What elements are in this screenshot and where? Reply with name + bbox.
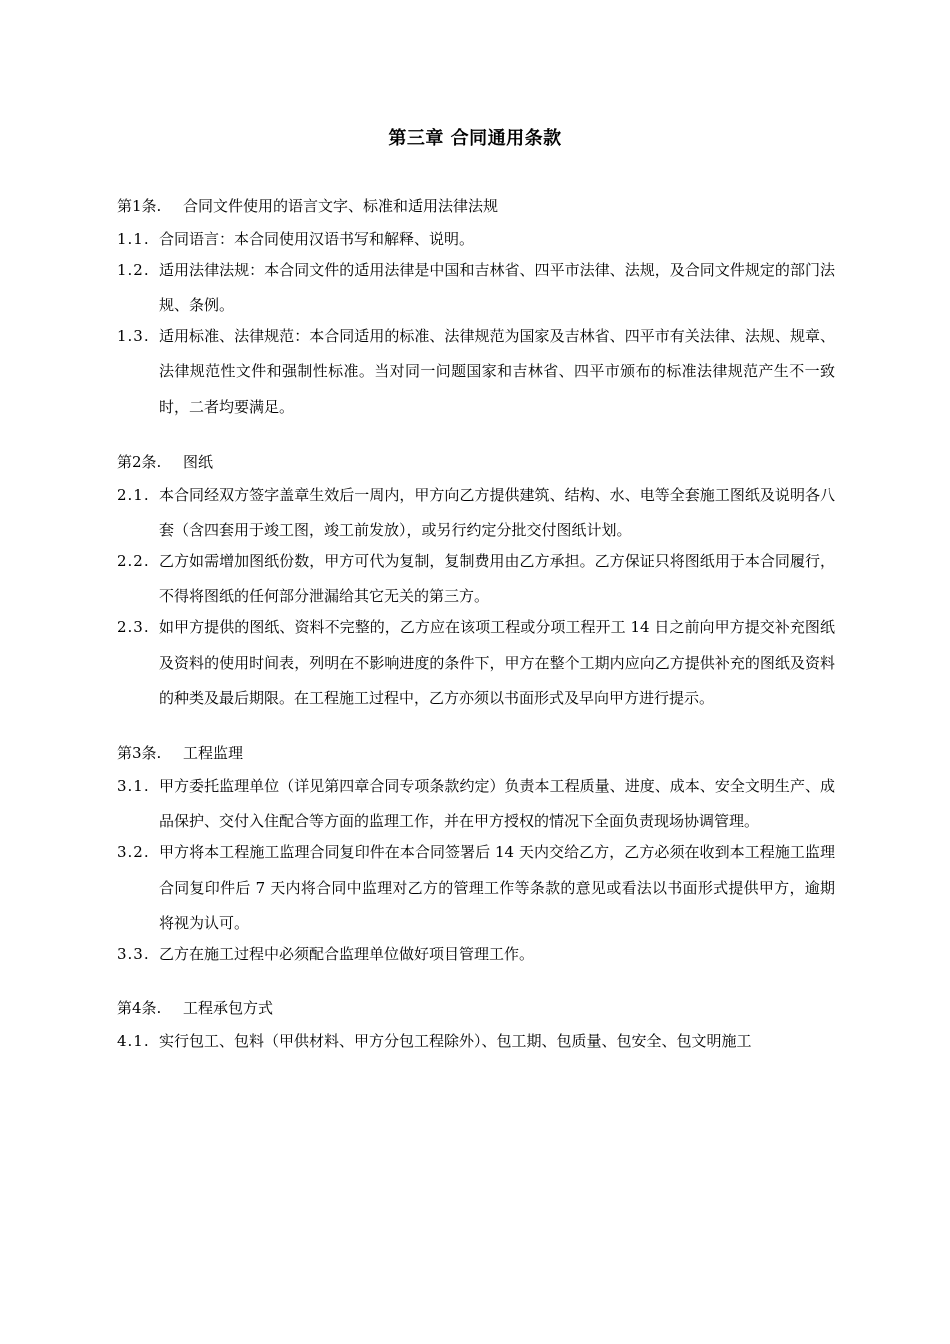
clause-number: 3.1.: [117, 776, 150, 795]
article-heading: [117, 995, 835, 1021]
clause-number: 1.1.: [117, 230, 150, 248]
clause-text: 乙方如需增加图纸份数，甲方可代为复制，复制费用由乙方承担。乙方保证只将图纸用于本合同履行，不得将图纸的任何部分泄漏给其它无关的第三方。: [159, 551, 835, 606]
clause-3-1: [117, 769, 835, 840]
article-title: 图纸: [183, 452, 214, 471]
article-heading: [117, 449, 835, 475]
clause-1-2: [117, 253, 835, 324]
article-number: 第1条.: [117, 197, 162, 215]
clause-number: 3.2.: [117, 842, 150, 861]
clause-number: 4.1.: [117, 1032, 150, 1051]
chapter-title: 第三章 合同通用条款: [388, 128, 562, 149]
clause-3-2: [117, 835, 835, 942]
clause-text: 乙方在施工过程中必须配合监理单位做好项目管理工作。: [159, 944, 535, 963]
article-title: 合同文件使用的语言文字、标准和适用法律法规: [183, 197, 499, 215]
clause-text: 合同语言：本合同使用汉语书写和解释、说明。: [159, 230, 475, 248]
clause-number: 3.3.: [117, 944, 150, 963]
article-3: [117, 740, 835, 973]
clause-number: 2.1.: [117, 485, 150, 504]
article-4: [117, 995, 835, 1060]
clause-number: 1.2.: [117, 260, 150, 279]
clause-2-3: [117, 610, 835, 717]
clause-number: 1.3.: [117, 326, 150, 345]
article-heading: [117, 193, 835, 219]
clause-2-2: [117, 544, 835, 615]
clause-text: 如甲方提供的图纸、资料不完整的，乙方应在该项工程或分项工程开工 14 日之前向甲方提交补充图纸及资料的使用时间表，列明在不影响进度的条件下，甲方在整个工期内应向乙方提供补充的图纸及资料的种类及最后期限。在工程施工过程中，乙方亦须以书面形式及早向甲方进行提示。: [159, 617, 835, 708]
article-number: 第3条.: [117, 743, 162, 762]
clause-3-3: [117, 937, 835, 973]
article-heading: [117, 740, 835, 766]
clause-text: 甲方委托监理单位（详见第四章合同专项条款约定）负责本工程质量、进度、成本、安全文明生产、成品保护、交付入住配合等方面的监理工作，并在甲方授权的情况下全面负责现场协调管理。: [159, 776, 835, 831]
clause-text: 适用标准、法律规范：本合同适用的标准、法律规范为国家及吉林省、四平市有关法律、法规、规章、法律规范性文件和强制性标准。当对同一问题国家和吉林省、四平市颁布的标准法律规范产生不一致时，二者均要满足。: [159, 326, 835, 416]
clause-1-3: [117, 319, 835, 426]
article-number: 第2条.: [117, 452, 162, 471]
clause-text: 本合同经双方签字盖章生效后一周内，甲方向乙方提供建筑、结构、水、电等全套施工图纸及说明各八套（含四套用于竣工图，竣工前发放），或另行约定分批交付图纸计划。: [159, 485, 835, 540]
clause-2-1: [117, 478, 835, 549]
document-body: [117, 193, 835, 1083]
clause-4-1: [117, 1024, 835, 1060]
clause-text: 甲方将本工程施工监理合同复印件在本合同签署后 14 天内交给乙方，乙方必须在收到本工程施工监理合同复印件后 7 天内将合同中监理对乙方的管理工作等条款的意见或看法以书面形式提供甲方，逾期将视为认可。: [159, 842, 835, 933]
article-title: 工程承包方式: [183, 999, 274, 1018]
article-title: 工程监理: [183, 743, 244, 762]
clause-number: 2.3.: [117, 617, 150, 636]
clause-number: 2.2.: [117, 551, 150, 570]
article-number: 第4条.: [117, 999, 162, 1018]
article-1: [117, 193, 835, 426]
article-2: [117, 449, 835, 717]
clause-text: 适用法律法规：本合同文件的适用法律是中国和吉林省、四平市法律、法规，及合同文件规定的部门法规、条例。: [159, 260, 835, 315]
clause-text: 实行包工、包料（甲供材料、甲方分包工程除外）、包工期、包质量、包安全、包文明施工: [159, 1032, 752, 1051]
